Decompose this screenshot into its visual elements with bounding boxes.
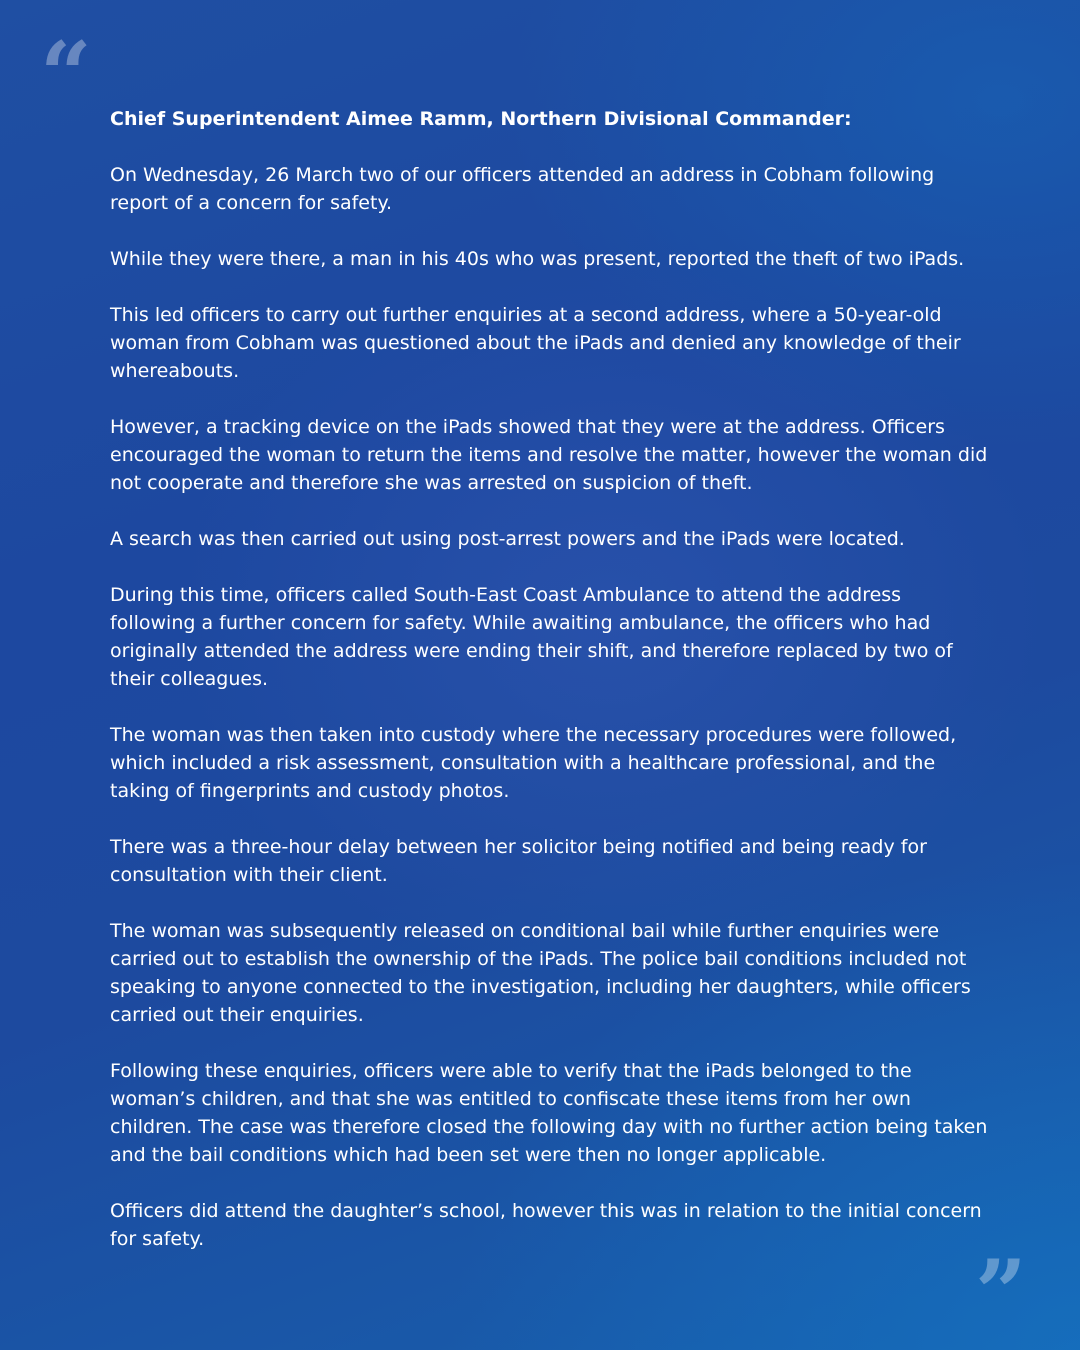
statement-paragraph: The woman was then taken into custody where the necessary procedures were followed, which included a risk assessment, consultation with a healthcare professional, and the taking of fingerprints and custody photos. bbox=[110, 724, 957, 802]
statement-paragraph: However, a tracking device on the iPads showed that they were at the address. Officers encouraged the woman to return the items and resolve the matter, however the woman did not cooperate and therefore she was arrested on suspicion of theft. bbox=[110, 416, 988, 494]
statement-paragraph: This led officers to carry out further enquiries at a second address, where a 50-year-old woman from Cobham was questioned about the iPads and denied any knowledge of their whereabouts. bbox=[110, 304, 961, 382]
statement-heading: Chief Superintendent Aimee Ramm, Northern Divisional Commander: bbox=[110, 108, 852, 130]
statement-paragraph: There was a three-hour delay between her solicitor being notified and being ready for consultation with their client. bbox=[110, 836, 927, 886]
statement-paragraph: While they were there, a man in his 40s who was present, reported the theft of two iPads. bbox=[110, 248, 965, 270]
statement-paragraph: Following these enquiries, officers were able to verify that the iPads belonged to the woman’s children, and that she was entitled to confiscate these items from her own children. The case was therefore closed the following day with no further action being taken and the bail conditions which had been set were then no longer applicable. bbox=[110, 1060, 988, 1166]
statement-paragraph: Officers did attend the daughter’s school, however this was in relation to the initial concern for safety. bbox=[110, 1200, 982, 1250]
close-quote-icon: ” bbox=[975, 1240, 1027, 1346]
statement-body bbox=[110, 105, 990, 1281]
statement-paragraph: The woman was subsequently released on conditional bail while further enquiries were carried out to establish the ownership of the iPads. The police bail conditions included not speaking to anyone connected to the investigation, including her daughters, while officers carried out their enquiries. bbox=[110, 920, 971, 1026]
statement-paragraph: A search was then carried out using post-arrest powers and the iPads were located. bbox=[110, 528, 905, 550]
open-quote-icon: “ bbox=[40, 22, 92, 128]
statement-paragraph: On Wednesday, 26 March two of our officers attended an address in Cobham following report of a concern for safety. bbox=[110, 164, 935, 214]
statement-paragraph: During this time, officers called South-East Coast Ambulance to attend the address following a further concern for safety. While awaiting ambulance, the officers who had originally attended the address were ending their shift, and therefore replaced by two of their colleagues. bbox=[110, 584, 953, 690]
